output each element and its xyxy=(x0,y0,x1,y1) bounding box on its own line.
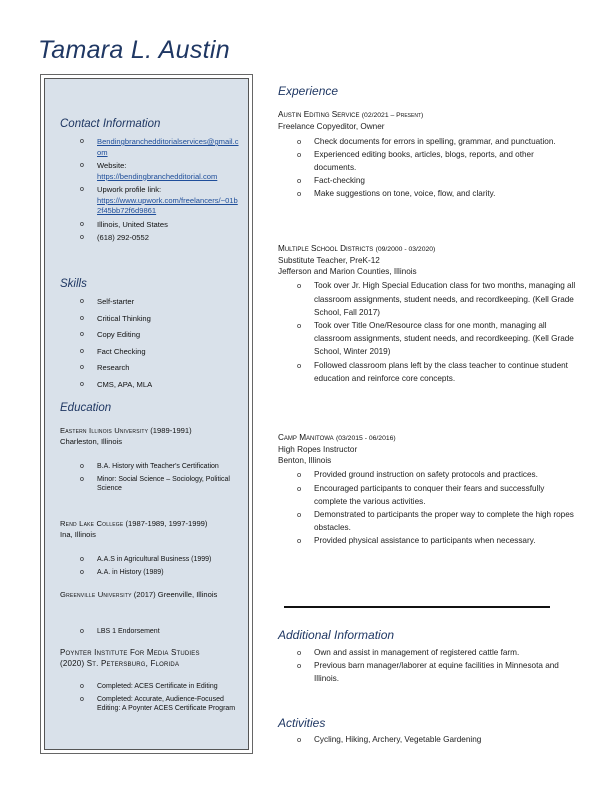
skills-list xyxy=(80,297,240,396)
contact-phone: o (618) 292-0552 xyxy=(80,233,240,244)
degree-item: o Minor: Social Science – Sociology, Political Science xyxy=(80,475,240,494)
degree-item: o Completed: Accurate, Audience-Focused Editing: A Poynter ACES Certificate Program xyxy=(80,695,240,714)
job-bullets xyxy=(278,135,578,201)
school-dates: (2020) St. Petersburg, Florida xyxy=(60,658,180,668)
eiu-list xyxy=(80,462,240,497)
job-location: Jefferson and Marion Counties, Illinois xyxy=(278,266,417,276)
school-poynter xyxy=(60,648,242,669)
additional-bullet: o Previous barn manager/laborer at equine facilities in Minnesota and Illinois. xyxy=(314,659,578,685)
poynter-list xyxy=(80,682,240,717)
degree-item: o B.A. History with Teacher's Certification xyxy=(80,462,240,472)
school-name: Rend Lake College xyxy=(60,519,124,528)
job-role: Substitute Teacher, PreK-12 xyxy=(278,255,380,265)
school-eiu xyxy=(60,426,240,447)
job-bullet: o Encouraged participants to conquer their fears and successfully complete the various activities. xyxy=(314,482,578,508)
school-name: Poynter Institute For Media Studies xyxy=(60,648,200,657)
section-divider xyxy=(284,606,550,608)
rlc-list xyxy=(80,555,240,580)
contact-website[interactable] xyxy=(80,161,240,182)
job-bullet: o Took over Jr. High Special Education class for two months, managing all classroom assignments, student needs, and recordkeeping. (Kell Grade School, Fall 2017) xyxy=(314,279,578,319)
experience-heading: Experience xyxy=(278,84,339,98)
website-label: o Website: xyxy=(97,161,127,170)
additional-section xyxy=(278,644,578,686)
job-bullet: o Fact-checking xyxy=(314,174,578,187)
job-title: Camp Manitowa xyxy=(278,433,334,442)
school-name: Greenville University xyxy=(60,590,132,599)
degree-item: o Completed: ACES Certificate in Editing xyxy=(80,682,240,692)
skill-item: o Research xyxy=(80,363,240,374)
job-school-districts xyxy=(278,244,578,385)
contact-email[interactable] xyxy=(80,137,240,158)
website-link[interactable]: https://bendingbranchedditorial.com xyxy=(97,171,218,181)
degree-item: o A.A. in History (1989) xyxy=(80,568,240,578)
job-bullet: o Provided ground instruction on safety protocols and practices. xyxy=(314,468,578,481)
additional-bullets xyxy=(278,646,578,686)
job-bullet: o Demonstrated to participants the proper way to complete the high ropes obstacles. xyxy=(314,508,578,534)
job-dates: (09/2000 - 03/2020) xyxy=(375,246,436,253)
skill-item: o Fact Checking xyxy=(80,347,240,358)
skill-item: o Self-starter xyxy=(80,297,240,308)
job-bullet: o Provided physical assistance to participants when necessary. xyxy=(314,534,578,547)
contact-upwork[interactable] xyxy=(80,185,240,217)
skill-item: o Copy Editing xyxy=(80,330,240,341)
school-gu xyxy=(60,590,230,601)
upwork-link[interactable]: https://www.upwork.com/freelancers/~01b2f45bb72f6d9861 xyxy=(97,195,238,215)
activities-section xyxy=(278,731,578,746)
contact-location: o Illinois, United States xyxy=(80,220,240,231)
job-bullet: o Experienced editing books, articles, blogs, reports, and other documents. xyxy=(314,148,578,174)
skills-heading: Skills xyxy=(60,278,87,290)
skill-item: o Critical Thinking xyxy=(80,314,240,325)
contact-heading: Contact Information xyxy=(60,118,161,130)
job-role: High Ropes Instructor xyxy=(278,444,358,454)
job-camp-manitowa xyxy=(278,433,578,548)
job-dates: (03/2015 - 06/2016) xyxy=(335,435,396,442)
contact-list xyxy=(80,137,240,247)
job-dates: (02/2021 – Present) xyxy=(361,112,424,119)
job-bullet: o Took over Title One/Resource class for one month, managing all classroom assignments, student needs, and recordkeeping. (Kell Grade School, Winter 2019) xyxy=(314,319,578,359)
job-bullets xyxy=(278,468,578,547)
job-bullet: o Check documents for errors in spelling, grammar, and punctuation. xyxy=(314,135,578,148)
activities-heading: Activities xyxy=(278,716,326,730)
school-rlc xyxy=(60,519,240,540)
school-dates: (1987-1989, 1997-1999) xyxy=(125,519,208,528)
job-location: Benton, Illinois xyxy=(278,455,332,465)
additional-bullet: o Own and assist in management of registered cattle farm. xyxy=(314,646,578,659)
resume-name: Tamara L. Austin xyxy=(38,36,230,64)
school-dates: (2017) Greenville, Illinois xyxy=(133,590,218,599)
skill-item: o CMS, APA, MLA xyxy=(80,380,240,391)
job-bullets xyxy=(278,279,578,385)
education-heading: Education xyxy=(60,402,112,414)
job-bullet: o Make suggestions on tone, voice, flow, and clarity. xyxy=(314,187,578,200)
school-location: Charleston, Illinois xyxy=(60,436,123,446)
job-title: Multiple School Districts xyxy=(278,244,374,253)
job-title: Austin Editing Service xyxy=(278,110,360,119)
email-link[interactable]: Bendingbranchedditorialservices@gmail.com xyxy=(97,137,239,157)
upwork-label: o Upwork profile link: xyxy=(97,185,162,194)
additional-heading: Additional Information xyxy=(278,628,395,642)
job-austin-editing xyxy=(278,110,578,201)
activities-bullets xyxy=(278,733,578,746)
school-location: Ina, Illinois xyxy=(60,529,96,539)
job-role: Freelance Copyeditor, Owner xyxy=(278,121,385,131)
gu-list xyxy=(80,627,240,640)
school-dates: (1989-1991) xyxy=(150,426,192,435)
degree-item: o A.A.S in Agricultural Business (1999) xyxy=(80,555,240,565)
degree-item: o LBS 1 Endorsement xyxy=(80,627,240,637)
school-name: Eastern Illinois University xyxy=(60,426,149,435)
job-bullet: o Followed classroom plans left by the class teacher to continue student education and reinforce core concepts. xyxy=(314,359,578,385)
activity-bullet: o Cycling, Hiking, Archery, Vegetable Gardening xyxy=(314,733,578,746)
